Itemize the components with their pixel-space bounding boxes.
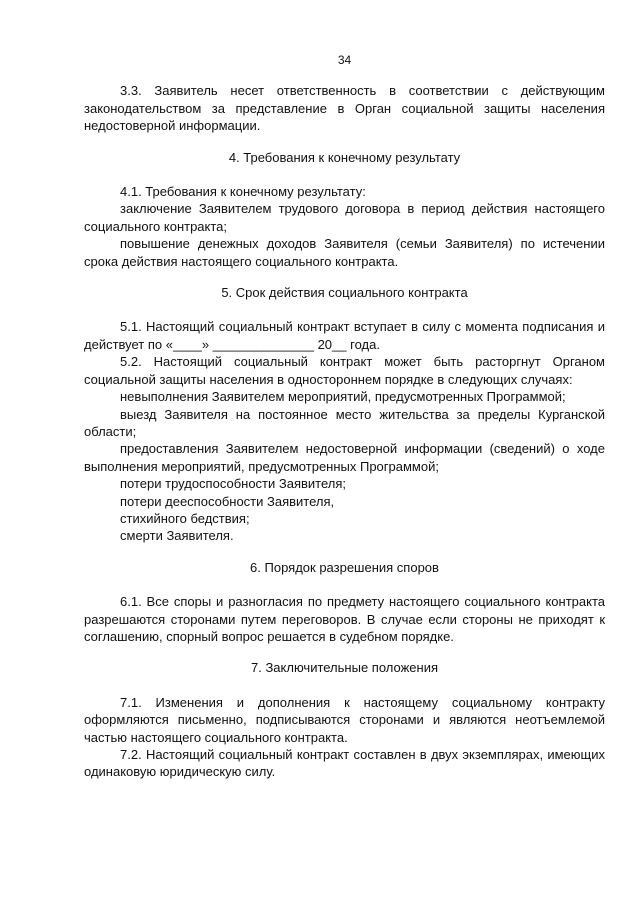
result-item-2: повышение денежных доходов Заявителя (семьи Заявителя) по истечении срока действия настоящего социального контракта. (84, 236, 605, 269)
document-page (84, 52, 605, 781)
clause-3-3: 3.3. Заявитель несет ответственность в соответствии с действующим законодательством за представление в Орган социальной защиты населения недостоверной информации. (84, 83, 605, 134)
clause-7-1: 7.1. Изменения и дополнения к настоящему социальному контракту оформляются письменно, подписываются сторонами и являются неотъемлемой частью настоящего социального контракта. (84, 694, 605, 745)
section-5-heading: 5. Срок действия социального контракта (221, 285, 468, 301)
termination-case-4: потери трудоспособности Заявителя; (120, 476, 347, 492)
clause-5-1: 5.1. Настоящий социальный контракт вступает в силу с момента подписания и действует по «____» ______________ 20__ года. (84, 319, 605, 352)
termination-case-3: предоставления Заявителем недостоверной информации (сведений) о ходе выполнения мероприятий, предусмотренных Программой; (84, 441, 605, 474)
section-4-heading: 4. Требования к конечному результату (228, 149, 461, 165)
page-number: 34 (337, 53, 352, 67)
result-item-1: заключение Заявителем трудового договора в период действия настоящего социального контракта; (84, 201, 605, 234)
termination-case-5: потери дееспособности Заявителя, (120, 493, 335, 509)
clause-6-1: 6.1. Все споры и разногласия по предмету настоящего социального контракта разрешаются сторонами путем переговоров. В случае если стороны не приходят к соглашению, спорный вопрос решается в судебном порядке. (84, 594, 605, 644)
clause-5-2: 5.2. Настоящий социальный контракт может быть расторгнут Органом социальной защиты населения в одностороннем порядке в следующих случаях: (84, 354, 605, 387)
section-7-heading: 7. Заключительные положения (251, 660, 438, 676)
termination-case-1: невыполнения Заявителем мероприятий, предусмотренных Программой; (120, 389, 566, 405)
termination-case-2: выезд Заявителя на постоянное место жительства за пределы Курганской области; (84, 406, 605, 439)
termination-case-7: смерти Заявителя. (120, 528, 234, 544)
clause-7-2: 7.2. Настоящий социальный контракт составлен в двух экземплярах, имеющих одинаковую юридическую силу. (84, 747, 605, 780)
termination-case-6: стихийного бедствия; (120, 510, 250, 526)
section-6-heading: 6. Порядок разрешения споров (250, 559, 439, 575)
clause-4-1: 4.1. Требования к конечному результату: (120, 184, 366, 200)
